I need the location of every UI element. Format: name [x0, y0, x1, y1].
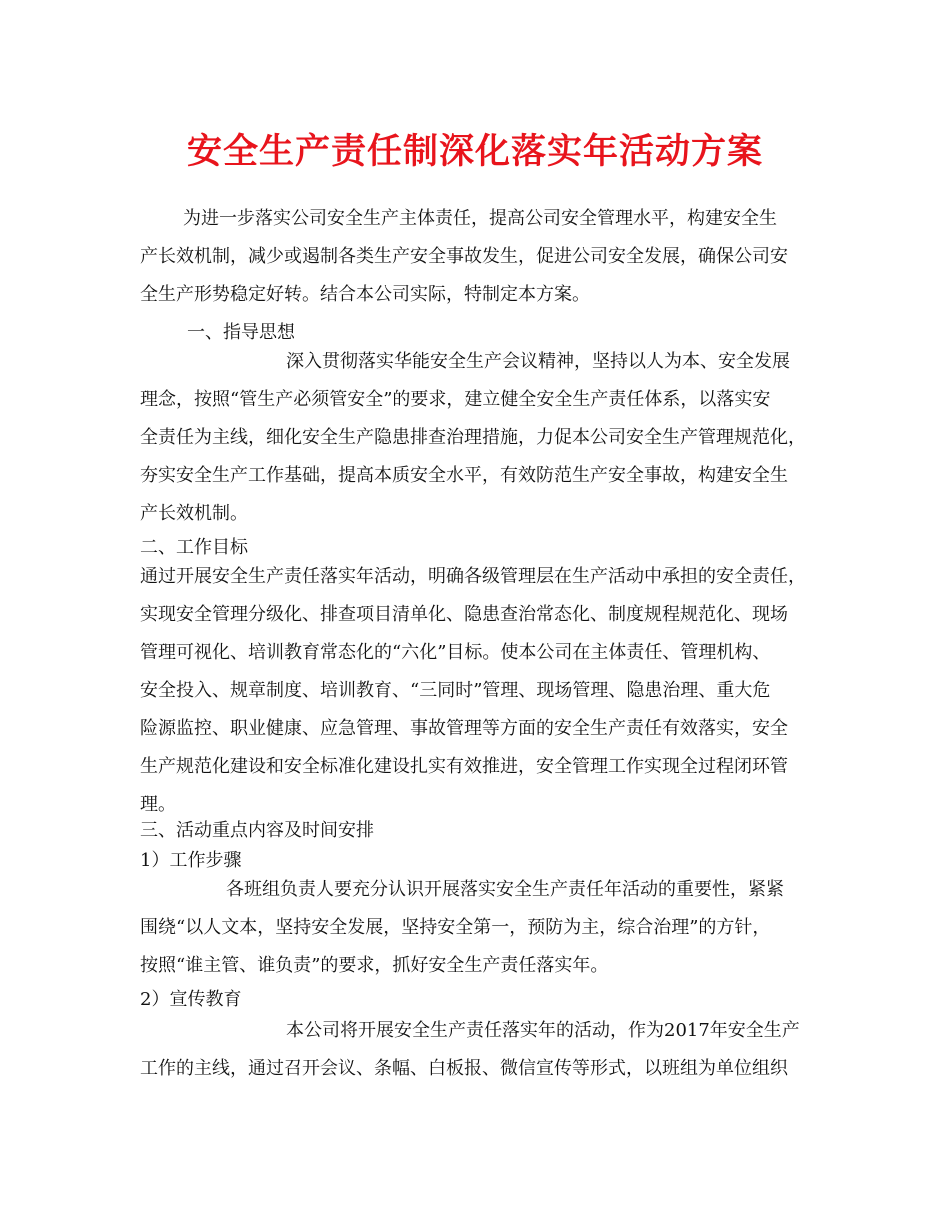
guiding-ideology-paragraph [140, 343, 820, 533]
paragraph-line: 各班组负责人要充分认识开展落实安全生产责任年活动的重要性，紧紧 [226, 879, 784, 900]
paragraph-line: 安全投入、规章制度、培训教育、“三同时”管理、现场管理、隐患治理、重大危 [140, 680, 771, 701]
work-steps-paragraph [140, 871, 820, 985]
intro-line: 产长效机制，减少或遏制各类生产安全事故发生，促进公司安全发展，确保公司安 [140, 246, 788, 267]
intro-line: 全生产形势稳定好转。结合本公司实际，特制定本方案。 [140, 284, 590, 305]
work-goals-paragraph [140, 558, 820, 824]
paragraph-line: 深入贯彻落实华能安全生产会议精神，坚持以人为本、安全发展 [286, 351, 790, 372]
paragraph-line: 理。 [140, 794, 176, 815]
paragraph-line: 夯实安全生产工作基础，提高本质安全水平，有效防范生产安全事故，构建安全生 [140, 465, 788, 486]
intro-paragraph [140, 200, 820, 314]
paragraph-line: 工作的主线，通过召开会议、条幅、白板报、微信宣传等形式，以班组为单位组织 [140, 1058, 788, 1079]
paragraph-line: 生产规范化建设和安全标准化建设扎实有效推进，安全管理工作实现全过程闭环管 [140, 756, 788, 777]
paragraph-line: 围绕“以人文本，坚持安全发展，坚持安全第一，预防为主，综合治理”的方针， [140, 917, 771, 938]
subsection-heading: 1）工作步骤 [140, 850, 242, 871]
paragraph-line: 实现安全管理分级化、排查项目清单化、隐患查治常态化、制度规程规范化、现场 [140, 604, 788, 625]
section-heading: 三、活动重点内容及时间安排 [140, 820, 374, 841]
paragraph-line: 产长效机制。 [140, 503, 248, 524]
subsection-heading: 2）宣传教育 [140, 989, 242, 1010]
paragraph-line: 本公司将开展安全生产责任落实年的活动，作为2017年安全生产 [286, 1020, 800, 1041]
paragraph-line: 全责任为主线，细化安全生产隐患排查治理措施，力促本公司安全生产管理规范化， [140, 427, 806, 448]
paragraph-line: 通过开展安全生产责任落实年活动，明确各级管理层在生产活动中承担的安全责任， [140, 566, 806, 587]
intro-line: 为进一步落实公司安全生产主体责任，提高公司安全管理水平，构建安全生 [183, 208, 777, 229]
paragraph-line: 险源监控、职业健康、应急管理、事故管理等方面的安全生产责任有效落实，安全 [140, 718, 788, 739]
paragraph-line: 按照“谁主管、谁负责”的要求，抓好安全生产责任落实年。 [140, 955, 609, 976]
section-heading: 一、指导思想 [187, 322, 295, 343]
section-heading: 二、工作目标 [140, 537, 248, 558]
publicity-paragraph [140, 1012, 820, 1088]
document-title: 安全生产责任制深化落实年活动方案 [186, 131, 763, 172]
paragraph-line: 管理可视化、培训教育常态化的“六化”目标。使本公司在主体责任、管理机构、 [140, 642, 771, 663]
paragraph-line: 理念，按照“管生产必须管安全”的要求，建立健全安全生产责任体系，以落实安 [140, 389, 771, 410]
